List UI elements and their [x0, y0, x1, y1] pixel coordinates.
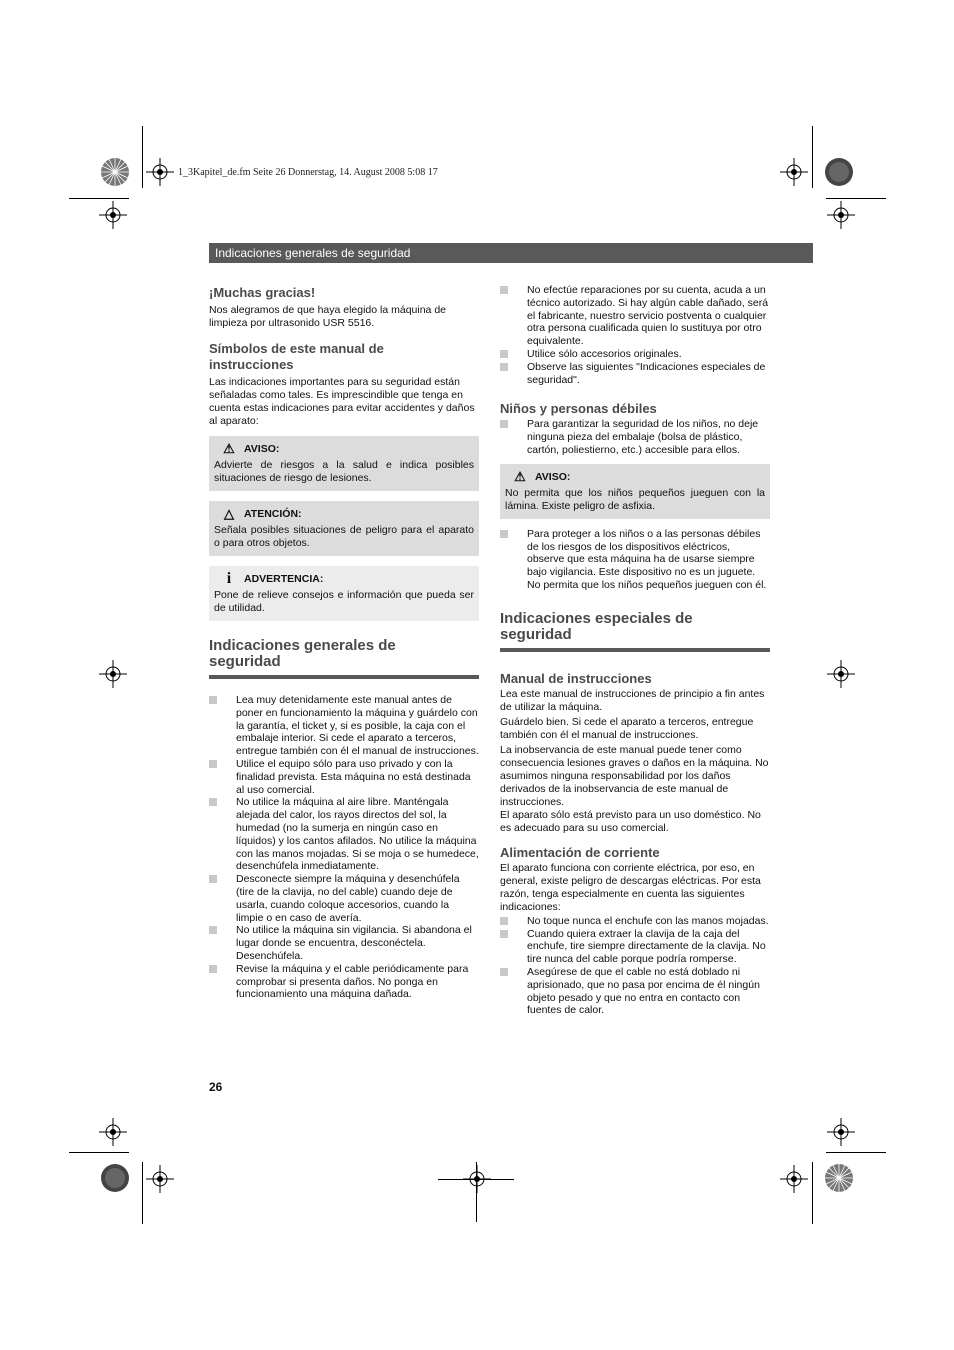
list-item: Desconecte siempre la máquina y desenchúfela (tire de la clavija, no del cable) cuando deje de usarla, cuando coloque accesorios, cuando la limpie o en caso de avería. — [209, 873, 479, 924]
thanks-heading: ¡Muchas gracias! — [209, 285, 316, 300]
heading-rule — [209, 675, 479, 679]
caution-triangle-icon: △ — [224, 506, 234, 521]
bullet-icon — [500, 420, 508, 428]
aviso-text: Advierte de riesgos a la salud e indica posibles situaciones de riesgo de lesiones. — [214, 459, 474, 484]
star-target-icon — [824, 157, 854, 187]
list-item: Lea muy detenidamente este manual antes de poner en funcionamiento la máquina y guárdelo con la garantía, el ticket y, si es posible, la caja con el embalaje interior. Si cede el aparato a terceros, entregue también con él el manual de instrucciones. — [209, 694, 479, 758]
bullet-icon — [500, 930, 508, 938]
children-heading: Niños y personas débiles — [500, 401, 657, 417]
registration-mark-icon — [99, 1118, 127, 1146]
aviso-text: No permita que los niños pequeños jueguen con la lámina. Existe peligro de asfixia. — [505, 486, 765, 512]
power-text: El aparato funciona con corriente eléctrica, por eso, en general, existe peligro de descargas eléctricas. Por esta razón, tenga especialmente en cuenta las siguientes indicaciones: — [500, 861, 761, 913]
registration-mark-icon — [780, 158, 808, 186]
symbols-heading: Símbolos de este manual de instrucciones — [209, 341, 384, 372]
bullet-icon — [209, 926, 217, 934]
manual-text-1: Lea este manual de instrucciones de principio a fin antes de utilizar la máquina. — [500, 687, 765, 713]
warning-triangle-icon: ⚠ — [223, 441, 235, 456]
atencion-text: Señala posibles situaciones de peligro para el aparato o para otros objetos. — [214, 524, 474, 549]
children-list-2 — [500, 528, 770, 592]
registration-mark-icon — [146, 158, 174, 186]
registration-mark-icon — [827, 201, 855, 229]
list-item: Asegúrese de que el cable no está doblado ni aprisionado, que no pasa por encima de él ningún objeto pesado y que no entra en contacto con fuentes de calor. — [500, 966, 770, 1017]
page-number: 26 — [209, 1080, 223, 1094]
left-column — [209, 284, 479, 1001]
advertencia-box — [209, 566, 479, 621]
manual-text-4: El aparato sólo está previsto para un uso doméstico. No es adecuado para su uso comercial. — [500, 808, 761, 834]
manual-text-2: Guárdelo bien. Si cede el aparato a terceros, entregue también con él el manual de instrucciones. — [500, 715, 754, 741]
children-list — [500, 418, 770, 456]
list-item: Cuando quiera extraer la clavija de la caja del enchufe, tire siempre directamente de la clavija. No tire nunca del cable porque podría romperse. — [500, 928, 770, 966]
bullet-icon — [500, 286, 508, 294]
list-item: Observe las siguientes "Indicaciones especiales de seguridad". — [500, 361, 770, 387]
section-header-bar: Indicaciones generales de seguridad — [209, 243, 813, 263]
registration-mark-icon — [827, 1118, 855, 1146]
bullet-icon — [209, 696, 217, 704]
list-item: No toque nunca el enchufe con las manos mojadas. — [500, 915, 770, 928]
symbols-text: Las indicaciones importantes para su seguridad están señaladas como tales. Es imprescindible que tenga en cuenta estas indicaciones para evitar accidentes y daños al aparato: — [209, 376, 475, 427]
warning-triangle-icon: ⚠ — [514, 468, 526, 484]
bullet-icon — [500, 363, 508, 371]
power-heading: Alimentación de corriente — [500, 844, 660, 860]
bullet-icon — [209, 760, 217, 768]
bullet-icon — [209, 965, 217, 973]
children-aviso-box — [500, 464, 770, 519]
advertencia-title: ADVERTENCIA: — [244, 573, 324, 585]
atencion-title: ATENCIÓN: — [244, 508, 302, 520]
bullet-icon — [500, 917, 508, 925]
right-column — [500, 284, 770, 1017]
star-target-icon — [100, 1163, 130, 1193]
manual-heading: Manual de instrucciones — [500, 670, 652, 686]
bullet-icon — [209, 875, 217, 883]
aviso-title: AVISO: — [244, 443, 280, 455]
general-safety-heading: Indicaciones generales de seguridad — [209, 637, 396, 670]
manual-text-3: La inobservancia de este manual puede tener como consecuencia lesiones graves o daños en la máquina. No asumimos ninguna responsabilidad por los daños derivados de la inobservancia de este manual de instrucciones. — [500, 743, 769, 808]
power-list — [500, 915, 770, 1017]
thanks-text: Nos alegramos de que haya elegido la máquina de limpieza por ultrasonido USR 5516. — [209, 304, 446, 329]
advertencia-text: Pone de relieve consejos e información que pueda ser de utilidad. — [214, 589, 474, 614]
list-item: Utilice sólo accesorios originales. — [500, 348, 770, 361]
repair-list — [500, 284, 770, 386]
list-item: No efectúe reparaciones por su cuenta, acuda a un técnico autorizado. Si hay algún cable dañado, será el fabricante, nuestro servicio postventa o cualquier otra persona cualificada quien lo sustituya por otro equivalente. — [500, 284, 770, 348]
list-item: Utilice el equipo sólo para uso privado y con la finalidad prevista. Esta máquina no está destinada al uso comercial. — [209, 758, 479, 796]
info-icon: i — [226, 570, 232, 587]
bullet-icon — [209, 798, 217, 806]
atencion-box — [209, 501, 479, 556]
aviso-title: AVISO: — [535, 470, 571, 483]
file-header: 1_3Kapitel_de.fm Seite 26 Donnerstag, 14. August 2008 5:08 17 — [178, 167, 438, 178]
registration-mark-icon — [146, 1165, 174, 1193]
star-target-icon — [100, 157, 130, 187]
list-item: Para proteger a los niños o a las personas débiles de los riesgos de los dispositivos eléctricos, observe que esta máquina ha de usarse siempre bajo vigilancia. Este dispositivo no es un juguete. No permita que los niños pequeños jueguen con él. — [500, 528, 770, 592]
list-item: Revise la máquina y el cable periódicamente para comprobar si presenta daños. No ponga en funcionamiento una máquina dañada. — [209, 963, 479, 1001]
bullet-icon — [500, 350, 508, 358]
list-item: Para garantizar la seguridad de los niños, no deje ninguna pieza del embalaje (bolsa de plástico, cartón, poliestierno, etc.) accesible para ellos. — [500, 418, 770, 456]
general-safety-list — [209, 694, 479, 1001]
heading-rule — [500, 648, 770, 652]
list-item: No utilice la máquina al aire libre. Manténgala alejada del calor, los rayos directos del sol, la humedad (no la sumerja en ningún caso en líquidos) y los cantos afilados. No utilice la máquina con las manos mojadas. Si se moja o se humedece, desenchúfela inmediatamente. — [209, 796, 479, 873]
special-safety-heading: Indicaciones especiales de seguridad — [500, 609, 693, 643]
registration-mark-icon — [780, 1165, 808, 1193]
aviso-box — [209, 436, 479, 491]
star-target-icon — [824, 1163, 854, 1193]
bullet-icon — [500, 968, 508, 976]
bullet-icon — [500, 530, 508, 538]
list-item: No utilice la máquina sin vigilancia. Si abandona el lugar donde se encuentra, desconéctela. Desenchúfela. — [209, 924, 479, 962]
registration-mark-icon — [827, 660, 855, 688]
registration-mark-icon — [99, 201, 127, 229]
registration-mark-icon — [99, 660, 127, 688]
